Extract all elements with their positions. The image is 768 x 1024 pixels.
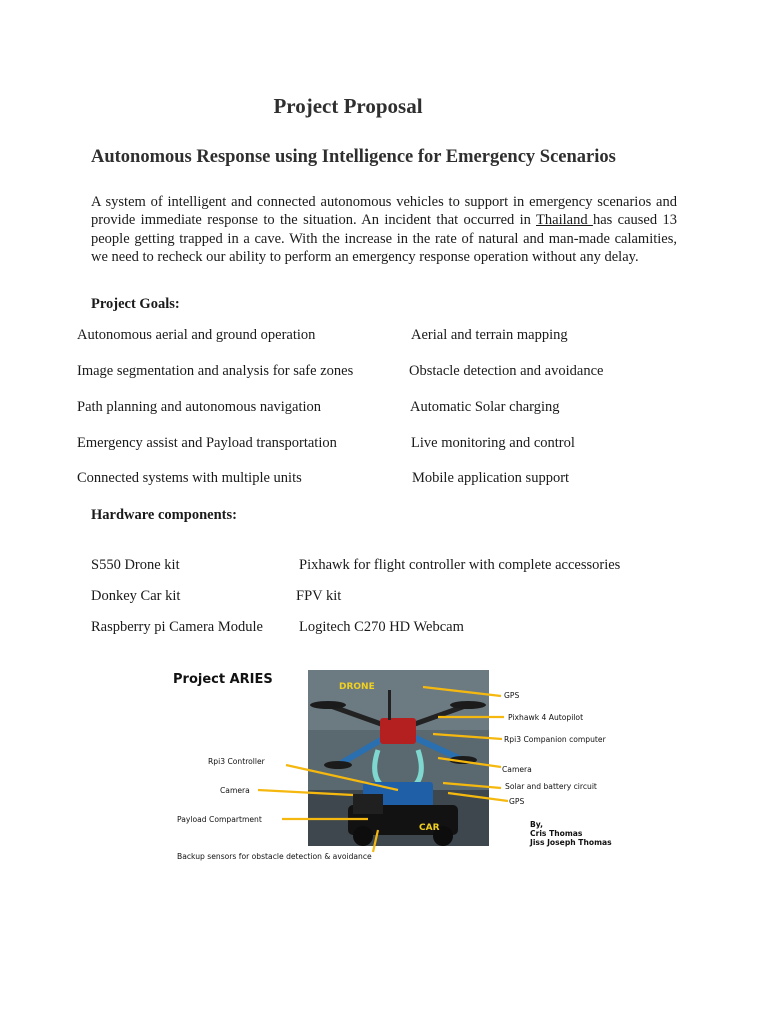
document-title: Project Proposal [273, 94, 423, 118]
hardware-item: Donkey Car kit [91, 588, 181, 604]
hardware-item: Pixhawk for flight controller with complete accessories [299, 557, 621, 573]
label-camera-right: Camera [502, 765, 532, 774]
goal-item: Live monitoring and control [411, 435, 575, 451]
goals-heading: Project Goals: [91, 296, 180, 312]
thailand-link[interactable]: Thailand [536, 212, 593, 229]
goal-item: Aerial and terrain mapping [411, 327, 568, 343]
car-tag: CAR [419, 823, 440, 833]
drone-tag: DRONE [339, 682, 375, 692]
figure-title: Project ARIES [173, 672, 273, 687]
hardware-item: Logitech C270 HD Webcam [299, 619, 464, 635]
hardware-item: Raspberry pi Camera Module [91, 619, 263, 635]
label-gps-top: GPS [504, 691, 520, 700]
label-camera-left: Camera [220, 786, 250, 795]
document-subtitle: Autonomous Response using Intelligence for Emergency Scenarios [91, 147, 616, 167]
hardware-item: FPV kit [296, 588, 342, 604]
goal-item: Automatic Solar charging [410, 399, 560, 415]
goal-item: Connected systems with multiple units [77, 470, 302, 486]
credits-name-2: Jiss Joseph Thomas [530, 838, 612, 847]
credits-name-1: Cris Thomas [530, 829, 583, 838]
intro-paragraph [91, 193, 677, 266]
label-payload: Payload Compartment [177, 815, 262, 824]
label-gps-bottom: GPS [509, 797, 525, 806]
goal-item: Obstacle detection and avoidance [409, 363, 604, 379]
label-pixhawk: Pixhawk 4 Autopilot [508, 713, 584, 722]
label-backup-sensors: Backup sensors for obstacle detection & avoidance [177, 852, 372, 861]
intro-text-end: has caused 13 people getting trapped in a cave. With the increase in the rate of natural and man-made calamities, we need to recheck our ability to perform an emergency response operation without any delay. [91, 212, 677, 265]
goal-item: Image segmentation and analysis for safe zones [77, 363, 354, 379]
label-rpi3-companion: Rpi3 Companion computer [504, 735, 606, 744]
goal-item: Autonomous aerial and ground operation [77, 327, 316, 343]
goal-item: Mobile application support [412, 470, 570, 486]
label-solar-battery: Solar and battery circuit [505, 782, 597, 791]
hardware-item: S550 Drone kit [91, 557, 180, 573]
hardware-heading: Hardware components: [91, 507, 237, 523]
goal-item: Path planning and autonomous navigation [77, 399, 322, 415]
label-rpi3-controller: Rpi3 Controller [208, 757, 265, 766]
credits-by: By, [530, 820, 544, 829]
intro-text-start: A system of intelligent and connected autonomous vehicles to support in emergency scenarios and provide immediate response to the situation. An incident that occurred in [91, 194, 677, 229]
project-aries-figure [168, 662, 638, 867]
goal-item: Emergency assist and Payload transportation [77, 435, 337, 451]
